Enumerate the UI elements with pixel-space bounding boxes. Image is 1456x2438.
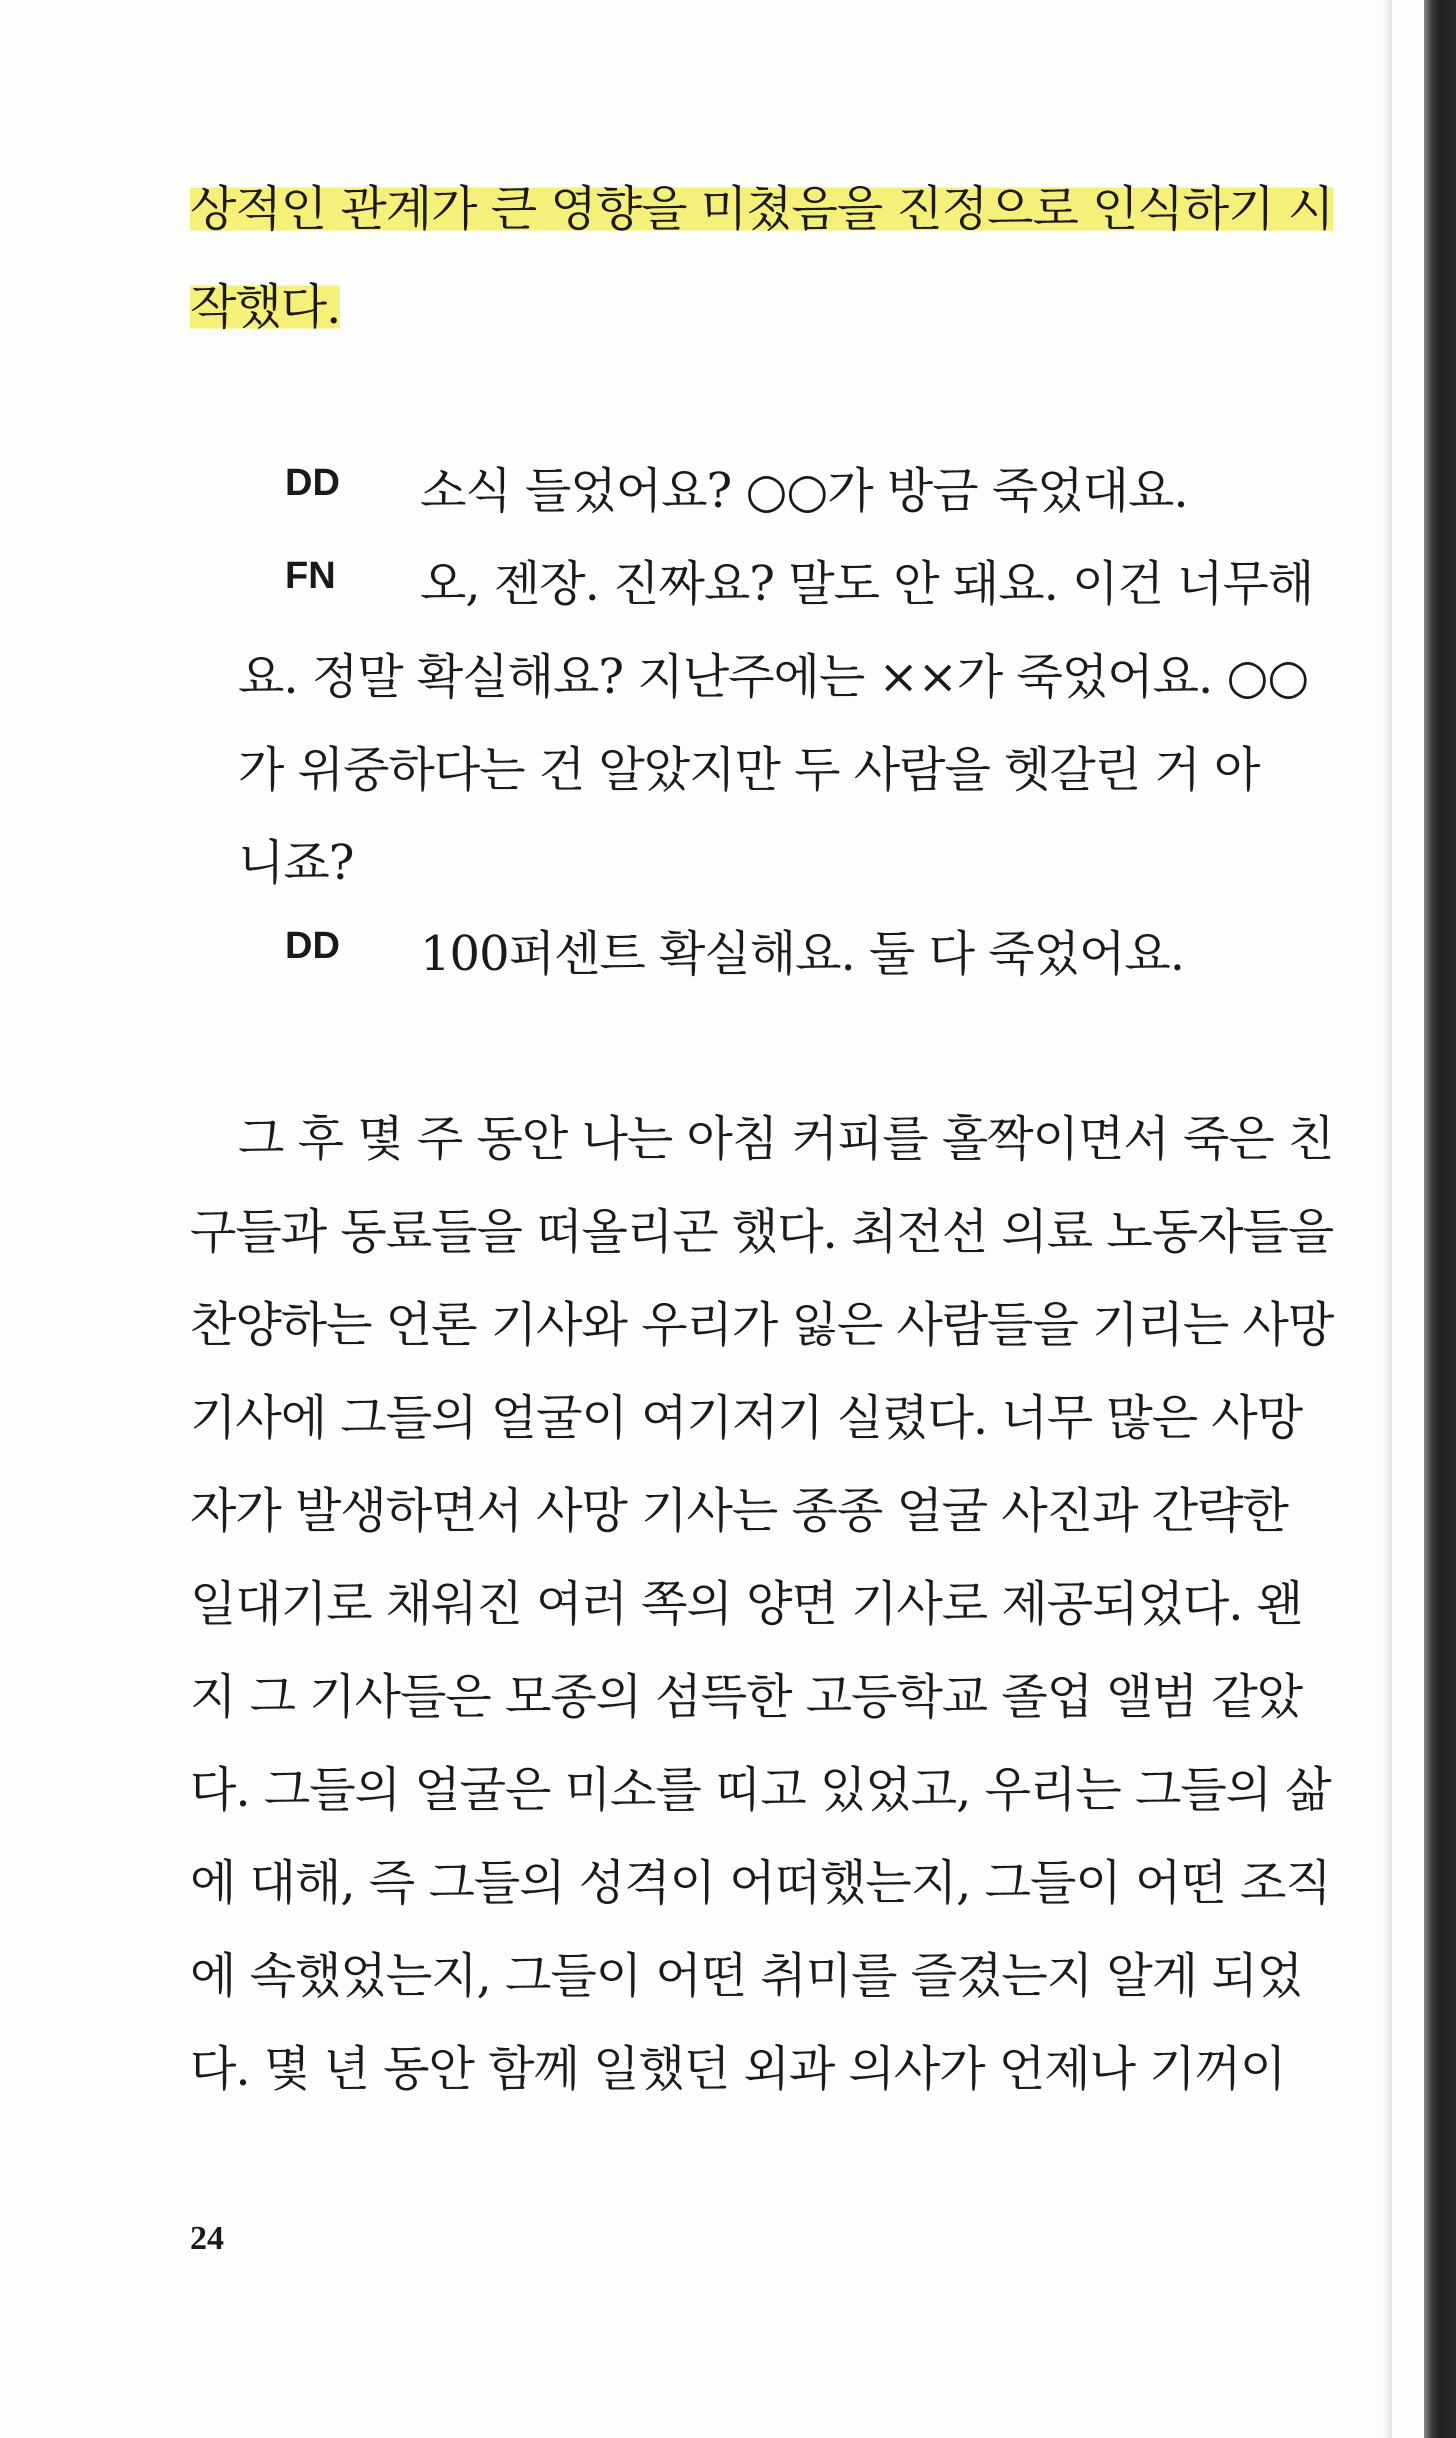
text-line: 에 대해, 즉 그들의 성격이 어떠했는지, 그들이 어떤 조직 — [190, 1855, 1331, 1911]
highlight: 상적인 관계가 큰 영향을 미쳤음을 진정으로 인식하기 시 — [190, 181, 1334, 237]
dialogue-line: 소식 들었어요? ○○가 방금 죽었대요. — [420, 463, 1188, 519]
speaker-label: DD — [285, 462, 340, 504]
text-line: 자가 발생하면서 사망 기사는 종종 얼굴 사진과 간략한 — [190, 1483, 1288, 1539]
speaker-label: FN — [285, 555, 336, 597]
text-line: 구들과 동료들을 떠올리곤 했다. 최전선 의료 노동자들을 — [190, 1204, 1334, 1260]
dialogue-line: 니죠? — [238, 835, 354, 891]
page-shadow — [1382, 0, 1392, 2438]
text-line: 기사에 그들의 얼굴이 여기저기 실렸다. 너무 많은 사망 — [190, 1390, 1303, 1446]
speaker-label: DD — [285, 925, 340, 967]
text-line — [190, 170, 1333, 239]
dialogue-line: 오, 젠장. 진짜요? 말도 안 돼요. 이건 너무해 — [420, 556, 1314, 612]
text-line: 그 후 몇 주 동안 나는 아침 커피를 홀짝이면서 죽은 친 — [238, 1111, 1334, 1167]
binding-edge — [1424, 0, 1456, 2438]
text-line: 다. 몇 년 동안 함께 일했던 외과 의사가 언제나 기꺼이 — [190, 2041, 1286, 2097]
dialogue-line: 100퍼센트 확실해요. 둘 다 죽었어요. — [420, 926, 1184, 982]
highlight: 작했다. — [190, 279, 341, 335]
text-line: 지 그 기사들은 모종의 섬뜩한 고등학교 졸업 앨범 같았 — [190, 1669, 1303, 1725]
dialogue-line: 요. 정말 확실해요? 지난주에는 ××가 죽었어요. ○○ — [238, 649, 1309, 705]
text-line: 찬양하는 언론 기사와 우리가 잃은 사람들을 기리는 사망 — [190, 1297, 1334, 1353]
text-line: 일대기로 채워진 여러 쪽의 양면 기사로 제공되었다. 왠 — [190, 1576, 1303, 1632]
text-line: 에 속했었는지, 그들이 어떤 취미를 즐겼는지 알게 되었 — [190, 1948, 1303, 2004]
page-number: 24 — [190, 2220, 224, 2257]
text-line: 다. 그들의 얼굴은 미소를 띠고 있었고, 우리는 그들의 삶 — [190, 1762, 1331, 1818]
text-line — [190, 268, 340, 337]
dialogue-line: 가 위중하다는 건 알았지만 두 사람을 헷갈린 거 아 — [238, 742, 1260, 798]
